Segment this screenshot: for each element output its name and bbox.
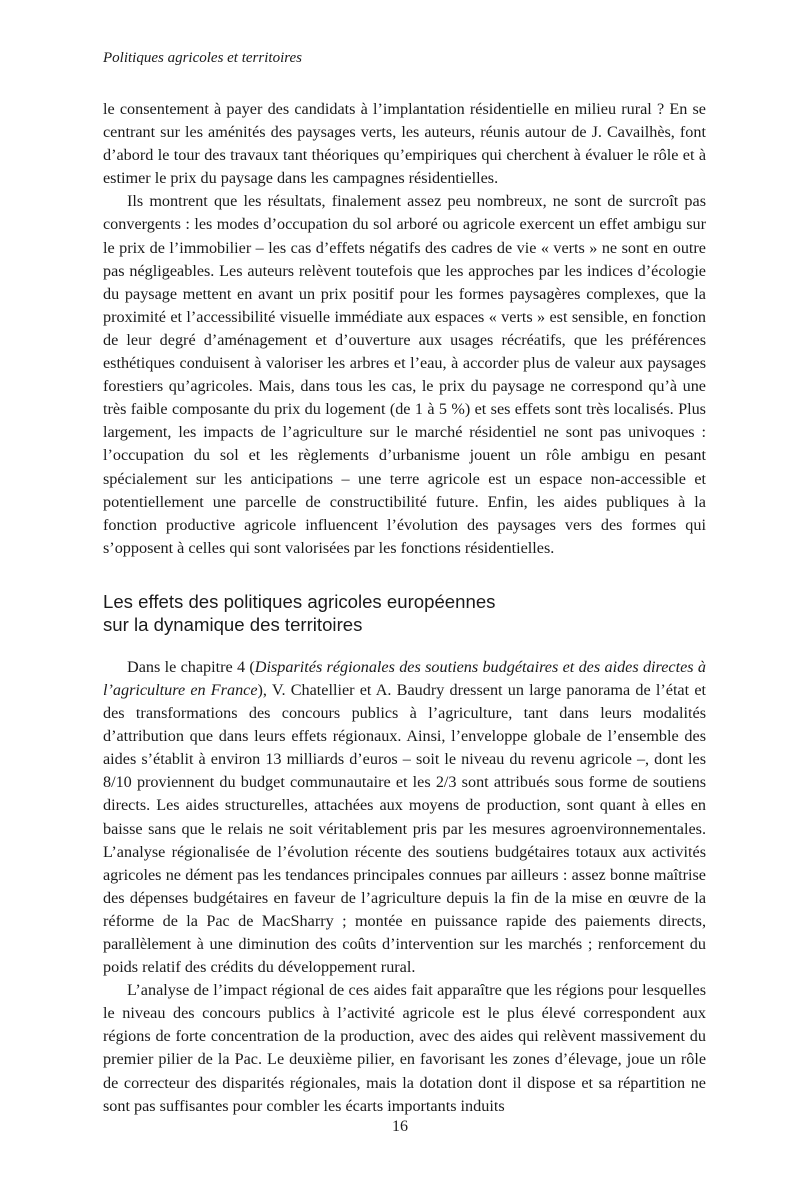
running-head: Politiques agricoles et territoires — [103, 50, 303, 66]
section-heading — [103, 590, 706, 636]
section-heading-line-2: sur la dynamique des territoires — [103, 613, 363, 635]
chapter-4-title: Disparités régionales des soutiens budgétaires et des aides directes à l’agriculture en France — [103, 657, 706, 699]
paragraph-regional-impact: L’analyse de l’impact régional de ces aides fait apparaître que les régions pour lesquelles le niveau des concours publics à l’activité agricole est le plus élevé correspondent aux régions de forte concentration de la production, avec des aides qui relèvent massivement du premier pilier de la Pac. Le deuxième pilier, en favorisant les zones d’élevage, joue un rôle de correcteur des disparités régionales, mais la dotation dont il dispose et sa répartition ne sont pas suffisantes pour combler les écarts importants induits — [103, 981, 706, 1115]
paragraph-chapter-4 — [103, 656, 706, 979]
paragraph-results: Ils montrent que les résultats, finalement assez peu nombreux, ne sont de surcroît pas convergents : les modes d’occupation du sol arboré ou agricole exercent un effet ambigu sur le prix de l’immobilier – les cas d’effets négatifs des cadres de vie « verts » ne sont en outre pas négligeables. Les auteurs relèvent toutefois que les approches par les indices d’écologie du paysage mettent en avant un prix positif pour les formes paysagères complexes, que la proximité et l’accessibilité visuelle immédiate aux espaces « verts » est sensible, en fonction de leur degré d’aménagement et d’ouverture aux usages récréatifs, que les préférences esthétiques conduisent à valoriser les arbres et l’eau, à accorder plus de valeur aux paysages forestiers qu’agricoles. Mais, dans tous les cas, le prix du paysage ne correspond qu’à une très faible composante du prix du logement (de 1 à 5 %) et ses effets sont très localisés. Plus largement, les impacts de l’agriculture sur le marché résidentiel ne sont pas univoques : l’occupation du sol et les règlements d’urbanisme jouent un rôle ambigu en pesant spécialement sur les anticipations – une terre agricole est un espace non-accessible et potentiellement une parcelle de constructibilité future. Enfin, les aides publiques à la fonction productive agricole influencent l’évolution des paysages vers des formes qui s’opposent à celles qui sont valorisées par les fonctions résidentielles. — [103, 192, 706, 557]
chapter-4-prefix: Dans le chapitre 4 ( — [127, 657, 255, 676]
paragraph-continuation: le consentement à payer des candidats à l’implantation résidentielle en milieu rural ? En se centrant sur les aménités des paysages verts, les auteurs, réunis autour de J. Cavailhès, font d’abord le tour des travaux tant théoriques qu’empiriques qui cherchent à évaluer le rôle et à estimer le prix du paysage dans les campagnes résidentielles. — [103, 100, 706, 188]
page-number: 16 — [392, 1118, 408, 1135]
section-heading-line-1: Les effets des politiques agricoles européennes — [103, 590, 496, 612]
chapter-4-body: ), V. Chatellier et A. Baudry dressent un large panorama de l’état et des transformations des concours publics à l’agriculture, tant dans leurs modalités d’attribution que dans leurs effets régionaux. Ainsi, l’enveloppe globale de l’ensemble des aides s’établit à environ 13 milliards d’euros – soit le niveau du revenu agricole –, dont les 8/10 proviennent du budget communautaire et les 2/3 sont attribués sous forme de soutiens directs. Les aides structurelles, attachées aux moyens de production, sont quant à elles en baisse sans que le relais ne soit véritablement pris par les mesures agroenvironnementales. L’analyse régionalisée de l’évolution récente des soutiens budgétaires totaux aux activités agricoles ne dément pas les tendances principales connues par ailleurs : assez bonne maîtrise des dépenses budgétaires en faveur de l’agriculture depuis la fin de la mise en œuvre de la réforme de la Pac de MacSharry ; montée en puissance rapide des paiements directs, parallèlement à une diminution des coûts d’intervention sur les marchés ; renforcement du poids relatif des crédits du développement rural. — [103, 680, 706, 977]
